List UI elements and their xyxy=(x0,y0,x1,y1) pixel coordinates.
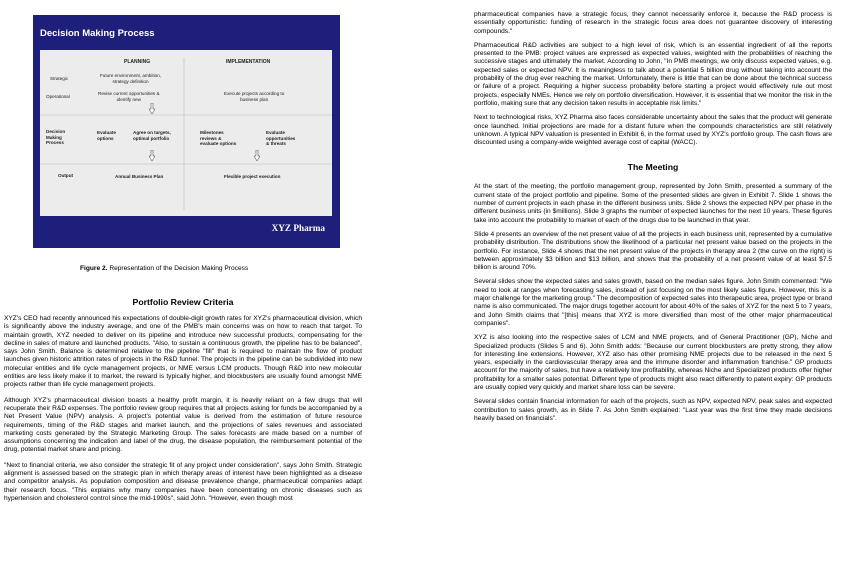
cell-revise-opportunities: Revise current opportunities & identify new xyxy=(98,91,160,102)
cell-agree-targets: Agree on targets, optimal portfolio xyxy=(133,130,171,141)
row-label-operational: Operational xyxy=(46,94,70,99)
paragraph: Although XYZ's pharmaceutical division boasts a healthy profit margin, it is heavily reliant on a few drugs that will recuperate their R&D expenses. The portfolio review group requires that all projects asking for funds be accompanied by a Net Present Value (NPV) analysis. A project's potential value is derived from the estimation of future resource requirements, timing of the R&D stages and market launch, and the projections of sales revenues and associated marketing costs generated by the Strategic Marketing Group. The sales forecasts are made based on a number of assumptions concerning the indication and label of the drug, the disease population, the reimbursement potential of the drug, potential market share and pricing. xyxy=(4,396,362,454)
down-arrow-icon xyxy=(149,103,155,114)
down-arrow-icon xyxy=(149,150,155,161)
cell-annual-business-plan: Annual Business Plan xyxy=(115,174,164,179)
row-label-strategic: Strategic xyxy=(50,76,69,81)
cell-future-environment: Future environment, ambition, strategy definition xyxy=(100,73,162,84)
cell-execute-projects: Execute projects according to business plan xyxy=(224,91,285,102)
row-label-output: Output xyxy=(58,173,74,178)
decision-making-slide xyxy=(33,15,340,248)
caption-label: Figure 2. xyxy=(80,265,108,272)
cell-milestones: Milestones reviews & evaluate options xyxy=(200,130,237,147)
figure-caption xyxy=(80,265,248,272)
down-arrow-icon xyxy=(254,150,260,161)
paragraph: "Next to financial criteria, we also consider the strategic fit of any project under consideration", says John Smith. Strategic alignment is assessed based on the strategic plan in which therapy areas of interest have been highlighted as a disease and competitor analysis. As population composition and disease prevalence change, pharmaceutical companies adapt their research focus. "This explains why many companies have been concentrating on chronic diseases such as hypertension and cholesterol control since the mid-1990s", said John. "However, even though most xyxy=(4,461,362,502)
paragraph: XYZ's CEO had recently announced his expectations of double-digit growth rates for XYZ's pharmaceutical division, which is significantly above the industry average, and one of the PMB's main concerns was on how to reach that target. To maintain growth, XYZ needed to deliver on its pipeline and introduce new successful products, compensating for the decline in sales of mature and launched products. "Also, to sustain a continuous growth, the pipeline has to be balanced", says John Smith. Balance is determined relative to the pipeline "fill" that is required to maintain the flow of product launches given historic attrition rates of projects in the R&D funnel. The projects in the pipeline can be subdivided into new molecular entities and life cycle management projects, or NME versus LCM products. Though R&D into new molecular entities are less likely make it to market, the reward is typically higher, and blockbusters are usually found amongst NME projects rather than life cycle management projects. xyxy=(4,315,362,389)
xyz-pharma-logo: XYZ Pharma xyxy=(271,223,325,233)
caption-text: Representation of the Decision Making Process xyxy=(107,265,249,272)
header-implementation: IMPLEMENTATION xyxy=(226,59,271,65)
paragraph: Pharmaceutical R&D activities are subject to a high level of risk, which is an essential ingredient of all the reports presented to the PMB: project values are expressed as expected values, weighted with the probabilities of reaching the successive stages and ultimately the market. According to John, "In PMB meetings, we only discuss expected values, e.g. expected sales or expected NPV. It is meaningless to talk about a potential 5 billion drug without taking into account the probability of the drug ever reaching the market. Unfortunately, there is little that can be done about the technical success or failure of a project. Requiring a higher success probability before starting a project would effectively rule out most projects, especially NMEs. Hence we rely on portfolio diversification. However, it is essential that we monitor the risk in the portfolio, making sure that any decision taken results in acceptable risk limits." xyxy=(474,41,832,107)
paragraph: Several slides show the expected sales and sales growth, based on the median sales figure. John Smith commented: "We need to look at ranges when forecasting sales, instead of just focusing on the most likely sales figure. However, this is a major challenge for the marketing group." The decomposition of expected sales into therapeutic area, project type or brand name is also communicated. The major drugs together account for about 40% of the sales of XYZ for the next 5 to 7 years, and John Smith claims that "[this] means that XYZ is more diversified than most of the other major pharmaceutical companies". xyxy=(474,278,832,327)
paragraph: Slide 4 presents an overview of the net present value of all the projects in each business unit, represented by a cumulative probability distribution. The distributions show the likelihood of a particular net present value based on the projects in the portfolio. For instance, Slide 4 shows that the net present value of the projects in therapy area 2 (the curve on the right) is between approximately $3 billion and $13 billion, and shows that the probability of a net present value of at least $7.5 billion is around 70%. xyxy=(474,230,832,272)
paragraph: Next to technological risks, XYZ Pharma also faces considerable uncertainty about the sales that the product will generate once launched. Initial projections are made for a distant future when the compounds characteristics are still relatively unknown. A typical NPV valuation is presented in Exhibit 6, in the format used by XYZ's portfolio group. The cash flows are discounted using a company-wide weighted average cost of capital (WACC). xyxy=(474,114,832,147)
heading-the-meeting: The Meeting xyxy=(627,162,679,173)
paragraph: pharmaceutical companies have a strategic focus, they cannot necessarily enforce it, because the R&D process is essentially opportunistic: funding of research in the strategic focus area does not guarantee discovery of interesting compounds." xyxy=(474,11,832,35)
heading-portfolio-review-criteria: Portfolio Review Criteria xyxy=(132,297,234,307)
cell-evaluate-options: Evaluate options xyxy=(97,130,116,141)
right-column xyxy=(474,11,832,423)
paragraph: At the start of the meeting, the portfolio management group, represented by John Smith, presented a summary of the current state of the project portfolio and pipeline. Some of the presented slides are given in Exhibit 7. Slide 1 shows the number of current projects in each phase in the different business units. Slide 2 shows the expected NPV per phase in the different business units (in $millions). Slide 3 graphs the number of expected launches for the next 10 years. These figures take into account the probability to market of each of the drugs due to be launched in that year. xyxy=(474,183,832,224)
left-column xyxy=(4,297,362,503)
paragraph: XYZ is also looking into the respective sales of LCM and NME projects, and of General Practitioner (GP), Niche and Specialized products (Slides 5 and 6). John Smith adds: "Because our current blockbusters are pretty strong, they allow for interesting line extensions. However, XYZ also has other promising NME projects due to be released in the next 5 years, especially in the cardiovascular therapy area and the immune disorder and inflammation franchise." GP products account for the majority of sales, but have a relatively low profitability, whereas Niche and Specialized products offer higher profitability for a smaller sales potential. Different type of products might also react differently to patent expiry: GP products are usually copied very quickly and market share loss can be severe. xyxy=(474,334,832,391)
header-planning: PLANNING xyxy=(124,59,151,65)
cell-evaluate-opportunities: Evaluate opportunities & threats xyxy=(266,130,296,147)
paragraph: Several slides contain financial information for each of the projects, such as NPV, expected NPV, peak sales and expected contribution to sales growth, as in Slide 7. As John Smith explained: "Last year was the first time they made decisions heavily based on financials". xyxy=(474,398,832,422)
row-label-decision-process: Decision Making Process xyxy=(46,129,66,146)
process-matrix xyxy=(40,50,332,216)
cell-flexible-execution: Flexible project execution xyxy=(224,174,281,179)
slide-title: Decision Making Process xyxy=(40,28,155,39)
